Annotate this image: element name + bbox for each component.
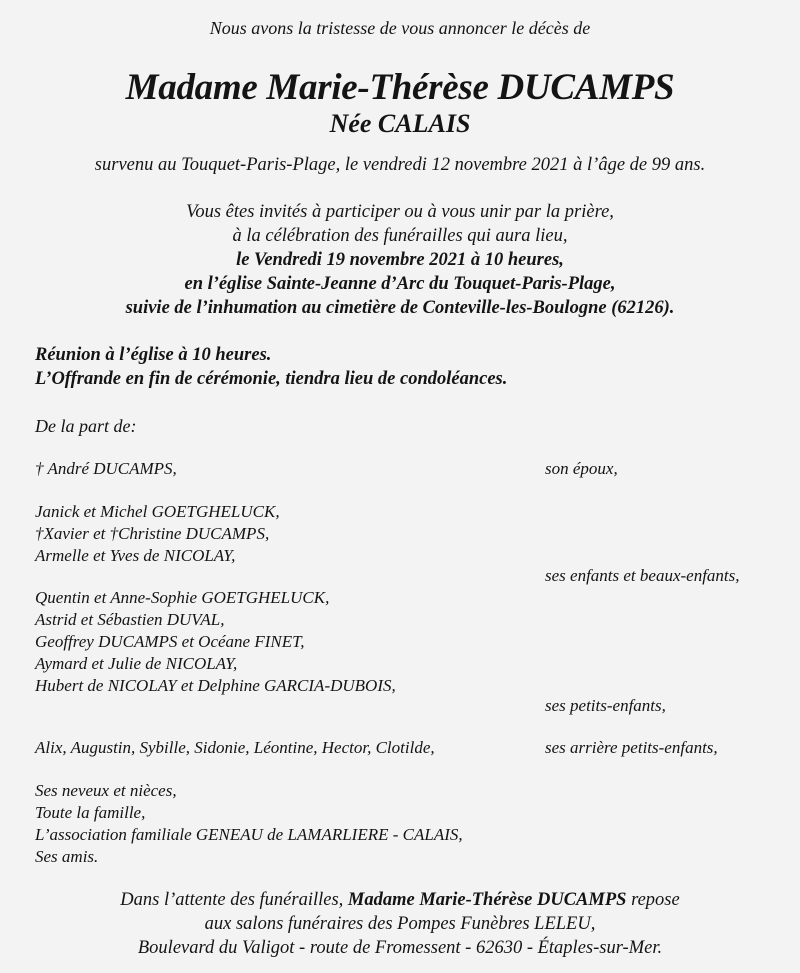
- footer-deceased-name: Madame Marie-Thérèse DUCAMPS: [347, 890, 627, 910]
- footer-line-1: [0, 890, 800, 911]
- children-role: ses enfants et beaux-enfants,: [545, 566, 740, 585]
- other-relatives-entry: Toute la famille,: [35, 803, 146, 822]
- funeral-church: en l’église Sainte-Jeanne d’Arc du Touquet-Paris-Plage,: [184, 274, 616, 294]
- grandchild-entry: Hubert de NICOLAY et Delphine GARCIA-DUBOIS,: [35, 676, 396, 695]
- de-la-part-label: De la part de:: [35, 416, 137, 436]
- spouse-name: † André DUCAMPS,: [35, 459, 177, 478]
- footer-line-1-pre: Dans l’attente des funérailles,: [120, 890, 348, 910]
- grandchild-entry: Astrid et Sébastien DUVAL,: [35, 610, 225, 629]
- burial-place: suivie de l’inhumation au cimetière de Conteville-les-Boulogne (62126).: [125, 298, 675, 318]
- footer-address: Boulevard du Valigot - route de Fromessent - 62630 - Étaples-sur-Mer.: [137, 938, 663, 958]
- child-entry: Armelle et Yves de NICOLAY,: [35, 546, 236, 565]
- grandchild-entry: Aymard et Julie de NICOLAY,: [35, 654, 238, 673]
- other-relatives-entry: Ses neveux et nièces,: [35, 781, 177, 800]
- invitation-line-1: Vous êtes invités à participer ou à vous unir par la prière,: [186, 202, 614, 222]
- great-grandchildren-role: ses arrière petits-enfants,: [545, 738, 718, 757]
- maiden-name: Née CALAIS: [329, 109, 471, 138]
- intro-line: Nous avons la tristesse de vous annoncer le décès de: [209, 18, 591, 38]
- footer-line-1-post: repose: [626, 890, 680, 910]
- child-entry: Janick et Michel GOETGHELUCK,: [35, 502, 280, 521]
- grandchildren-role: ses petits-enfants,: [545, 696, 666, 715]
- grandchild-entry: Geoffrey DUCAMPS et Océane FINET,: [35, 632, 305, 651]
- deceased-name: Madame Marie-Thérèse DUCAMPS: [125, 67, 675, 108]
- spouse-role: son époux,: [545, 459, 618, 478]
- other-relatives-entry: Ses amis.: [35, 847, 99, 866]
- footer-funeral-home: aux salons funéraires des Pompes Funèbres LELEU,: [204, 914, 596, 934]
- death-announcement: survenu au Touquet-Paris-Plage, le vendredi 12 novembre 2021 à l’âge de 99 ans.: [94, 155, 706, 175]
- great-grandchildren-names: Alix, Augustin, Sybille, Sidonie, Léontine, Hector, Clotilde,: [35, 738, 435, 757]
- reunion-line: Réunion à l’église à 10 heures.: [35, 345, 272, 365]
- invitation-line-2: à la célébration des funérailles qui aura lieu,: [232, 226, 568, 246]
- child-entry: †Xavier et †Christine DUCAMPS,: [35, 524, 270, 543]
- offering-line: L’Offrande en fin de cérémonie, tiendra lieu de condoléances.: [35, 369, 508, 389]
- grandchild-entry: Quentin et Anne-Sophie GOETGHELUCK,: [35, 588, 330, 607]
- funeral-date: le Vendredi 19 novembre 2021 à 10 heures,: [236, 250, 564, 270]
- other-relatives-entry: L’association familiale GENEAU de LAMARLIERE - CALAIS,: [35, 825, 463, 844]
